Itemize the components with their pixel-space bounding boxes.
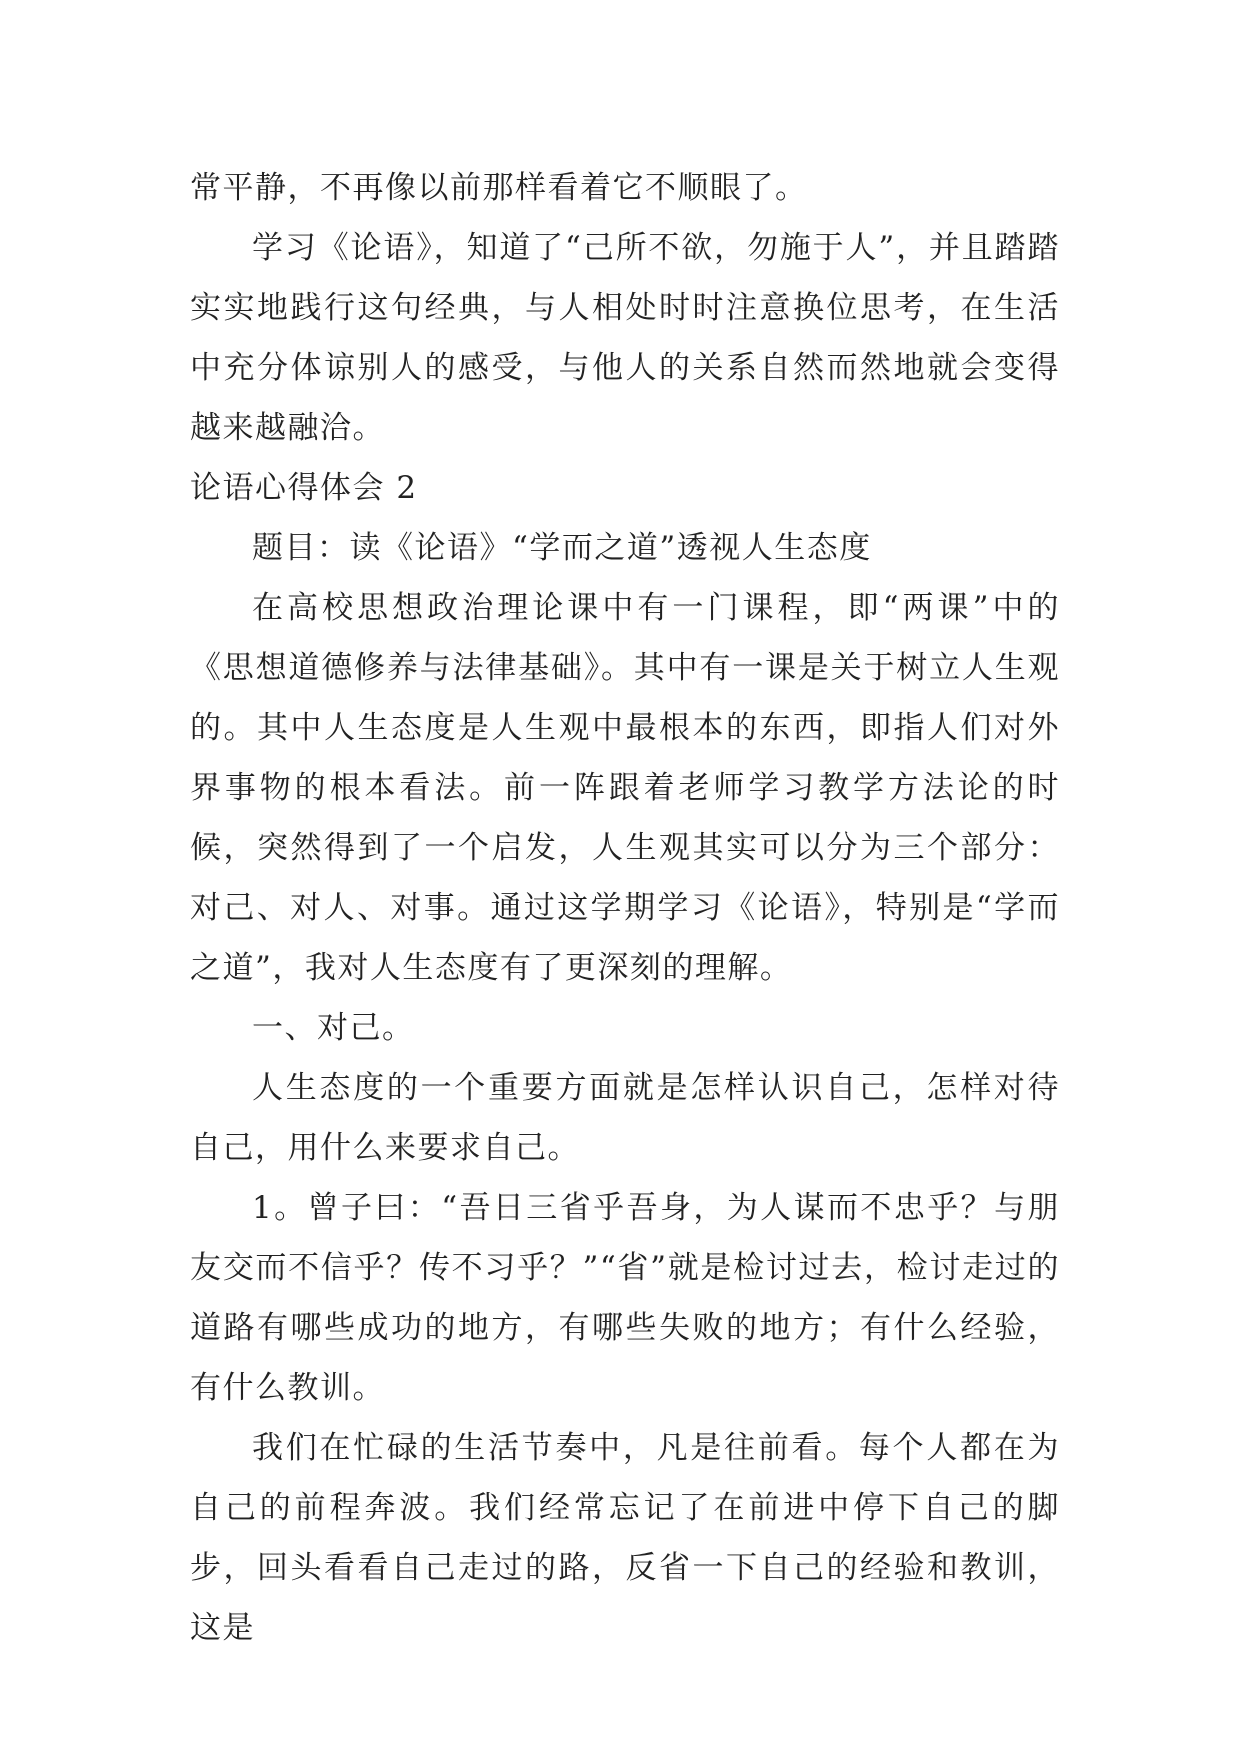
section-heading: 论语心得体会 2 — [190, 470, 418, 506]
paragraph-zengzi-quote: 1。曾子曰：“吾日三省乎吾身，为人谋而不忠乎？与朋友交而不信乎？传不习乎？”“省”就是检讨过去，检讨走过的道路有哪些成功的地方，有哪些失败的地方；有什么经验，有什么教训。 — [190, 1190, 1060, 1406]
subheading-self: 一、对己。 — [252, 1010, 415, 1046]
paragraph-busy-life: 我们在忙碌的生活节奏中，凡是往前看。每个人都在为自己的前程奔波。我们经常忘记了在前进中停下自己的脚步，回头看看自己走过的路，反省一下自己的经验和教训，这是 — [190, 1430, 1060, 1646]
paragraph-lunyu-study: 学习《论语》，知道了“己所不欲，勿施于人”，并且踏踏实实地践行这句经典，与人相处时时注意换位思考，在生活中充分体谅别人的感受，与他人的关系自然而然地就会变得越来越融洽。 — [190, 230, 1060, 446]
paragraph-self-attitude: 人生态度的一个重要方面就是怎样认识自己，怎样对待自己，用什么来要求自己。 — [190, 1070, 1060, 1166]
essay-title: 题目：读《论语》“学而之道”透视人生态度 — [252, 530, 872, 566]
paragraph-intro: 在高校思想政治理论课中有一门课程，即“两课”中的《思想道德修养与法律基础》。其中有一课是关于树立人生观的。其中人生态度是人生观中最根本的东西，即指人们对外界事物的根本看法。前一阵跟着老师学习教学方法论的时候，突然得到了一个启发，人生观其实可以分为三个部分：对己、对人、对事。通过这学期学习《论语》，特别是“学而之道”，我对人生态度有了更深刻的理解。 — [190, 590, 1060, 986]
paragraph-continuation: 常平静，不再像以前那样看着它不顺眼了。 — [190, 170, 808, 206]
document-body — [190, 158, 1060, 1658]
